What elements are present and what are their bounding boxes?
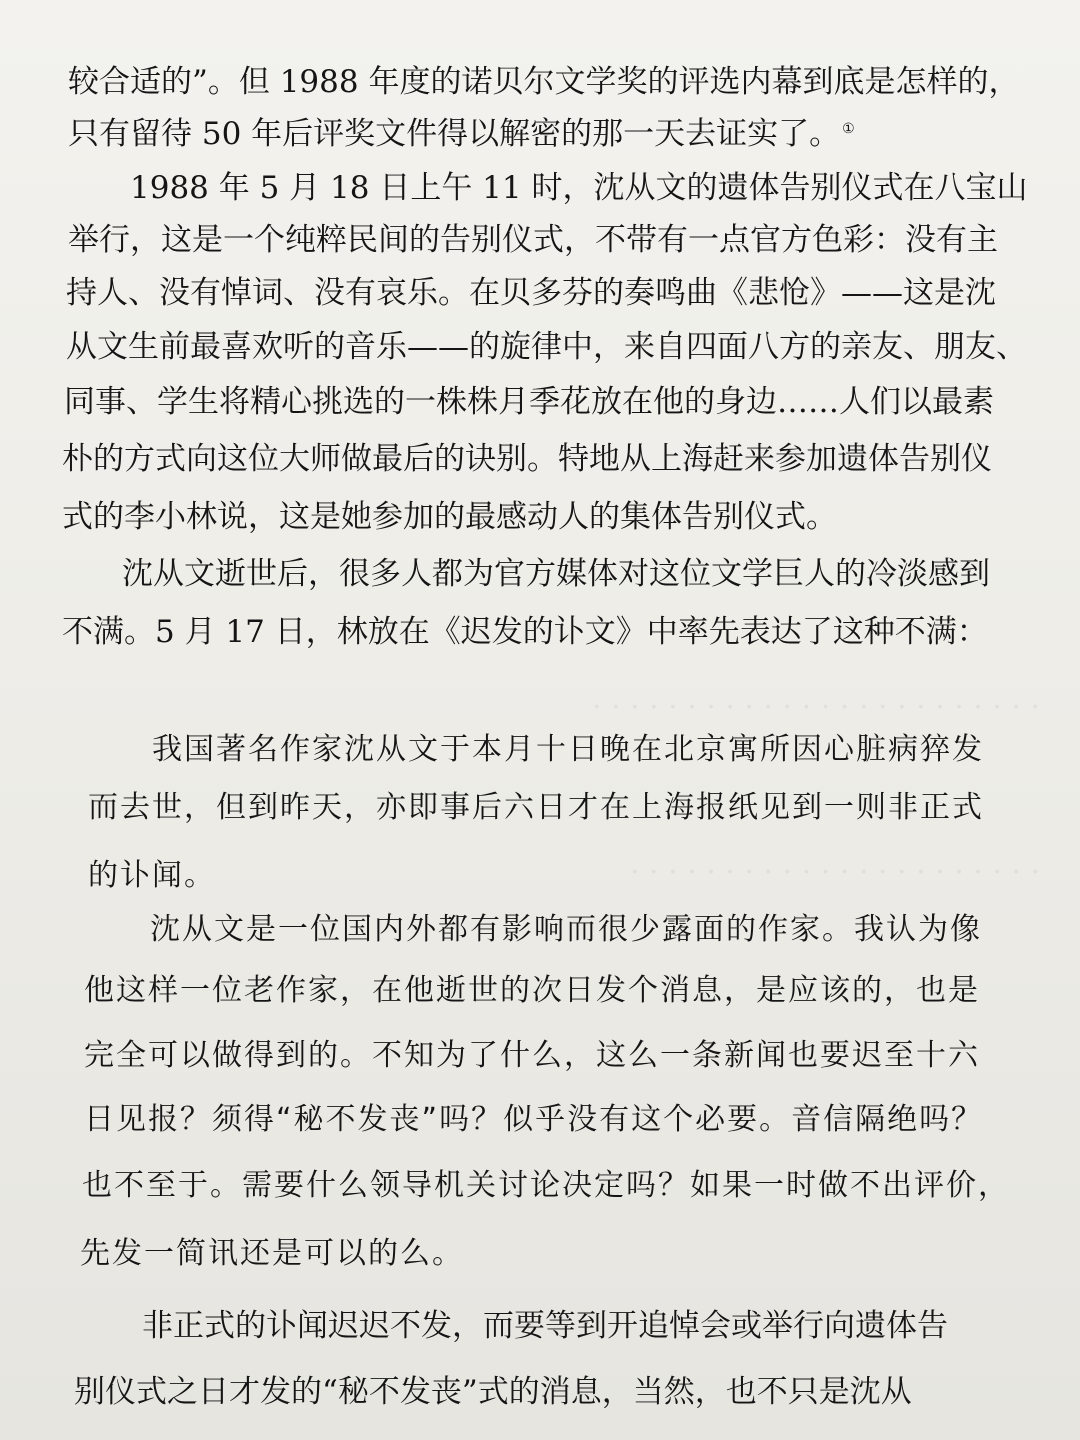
reverse-side-bleed: · · · · · · · · · · · · · · · · · · · · · · · · bbox=[591, 690, 1040, 725]
text-line: 别仪式之日才发的“秘不发丧”式的消息，当然，也不只是沈从 bbox=[74, 1374, 912, 1410]
quote-line: 先发一简讯还是可以的么。 bbox=[80, 1236, 464, 1271]
quote-line: 沈从文是一位国内外都有影响而很少露面的作家。我认为像 bbox=[150, 912, 982, 947]
text-line: 从文生前最喜欢听的音乐——的旋律中，来自四面八方的亲友、朋友、 bbox=[66, 329, 1027, 365]
text-line: 非正式的讣闻迟迟不发，而要等到开追悼会或举行向遗体告 bbox=[142, 1308, 948, 1344]
text-line: 不满。5 月 17 日，林放在《迟发的讣文》中率先表达了这种不满： bbox=[62, 614, 988, 650]
quote-line: 日见报？须得“秘不发丧”吗？似乎没有这个必要。音信隔绝吗？ bbox=[84, 1102, 984, 1137]
quote-line: 也不至于。需要什么领导机关讨论决定吗？如果一时做不出评价， bbox=[82, 1168, 1010, 1203]
reverse-side-bleed: · · · · · · · · · · · · · · · · · · · · · · bbox=[629, 855, 1040, 890]
text-line: 朴的方式向这位大师做最后的诀别。特地从上海赶来参加遗体告别仪 bbox=[62, 441, 992, 477]
text-line: 较合适的”。但 1988 年度的诺贝尔文学奖的评选内幕到底是怎样的， bbox=[68, 64, 1020, 100]
text-line: 同事、学生将精心挑选的一株株月季花放在他的身边……人们以最素 bbox=[64, 384, 994, 420]
quote-line: 而去世，但到昨天，亦即事后六日才在上海报纸见到一则非正式 bbox=[88, 790, 984, 825]
quote-line: 的讣闻。 bbox=[88, 858, 216, 893]
text-line: 沈从文逝世后，很多人都为官方媒体对这位文学巨人的冷淡感到 bbox=[122, 556, 990, 592]
footnote-marker[interactable]: ① bbox=[842, 120, 855, 137]
text-span: 只有留待 50 年后评奖文件得以解密的那一天去证实了。 bbox=[68, 116, 841, 152]
text-line: 举行，这是一个纯粹民间的告别仪式，不带有一点官方色彩：没有主 bbox=[68, 222, 998, 258]
quote-line: 他这样一位老作家，在他逝世的次日发个消息，是应该的，也是 bbox=[84, 973, 980, 1008]
quote-line: 我国著名作家沈从文于本月十日晚在北京寓所因心脏病猝发 bbox=[152, 732, 984, 767]
text-line: 持人、没有悼词、没有哀乐。在贝多芬的奏鸣曲《悲怆》——这是沈 bbox=[66, 275, 996, 311]
text-line: 式的李小林说，这是她参加的最感动人的集体告别仪式。 bbox=[62, 499, 837, 535]
text-line: 1988 年 5 月 18 日上午 11 时，沈从文的遗体告别仪式在八宝山 bbox=[130, 170, 1028, 206]
quote-line: 完全可以做得到的。不知为了什么，这么一条新闻也要迟至十六 bbox=[84, 1038, 980, 1073]
text-line bbox=[68, 108, 855, 153]
